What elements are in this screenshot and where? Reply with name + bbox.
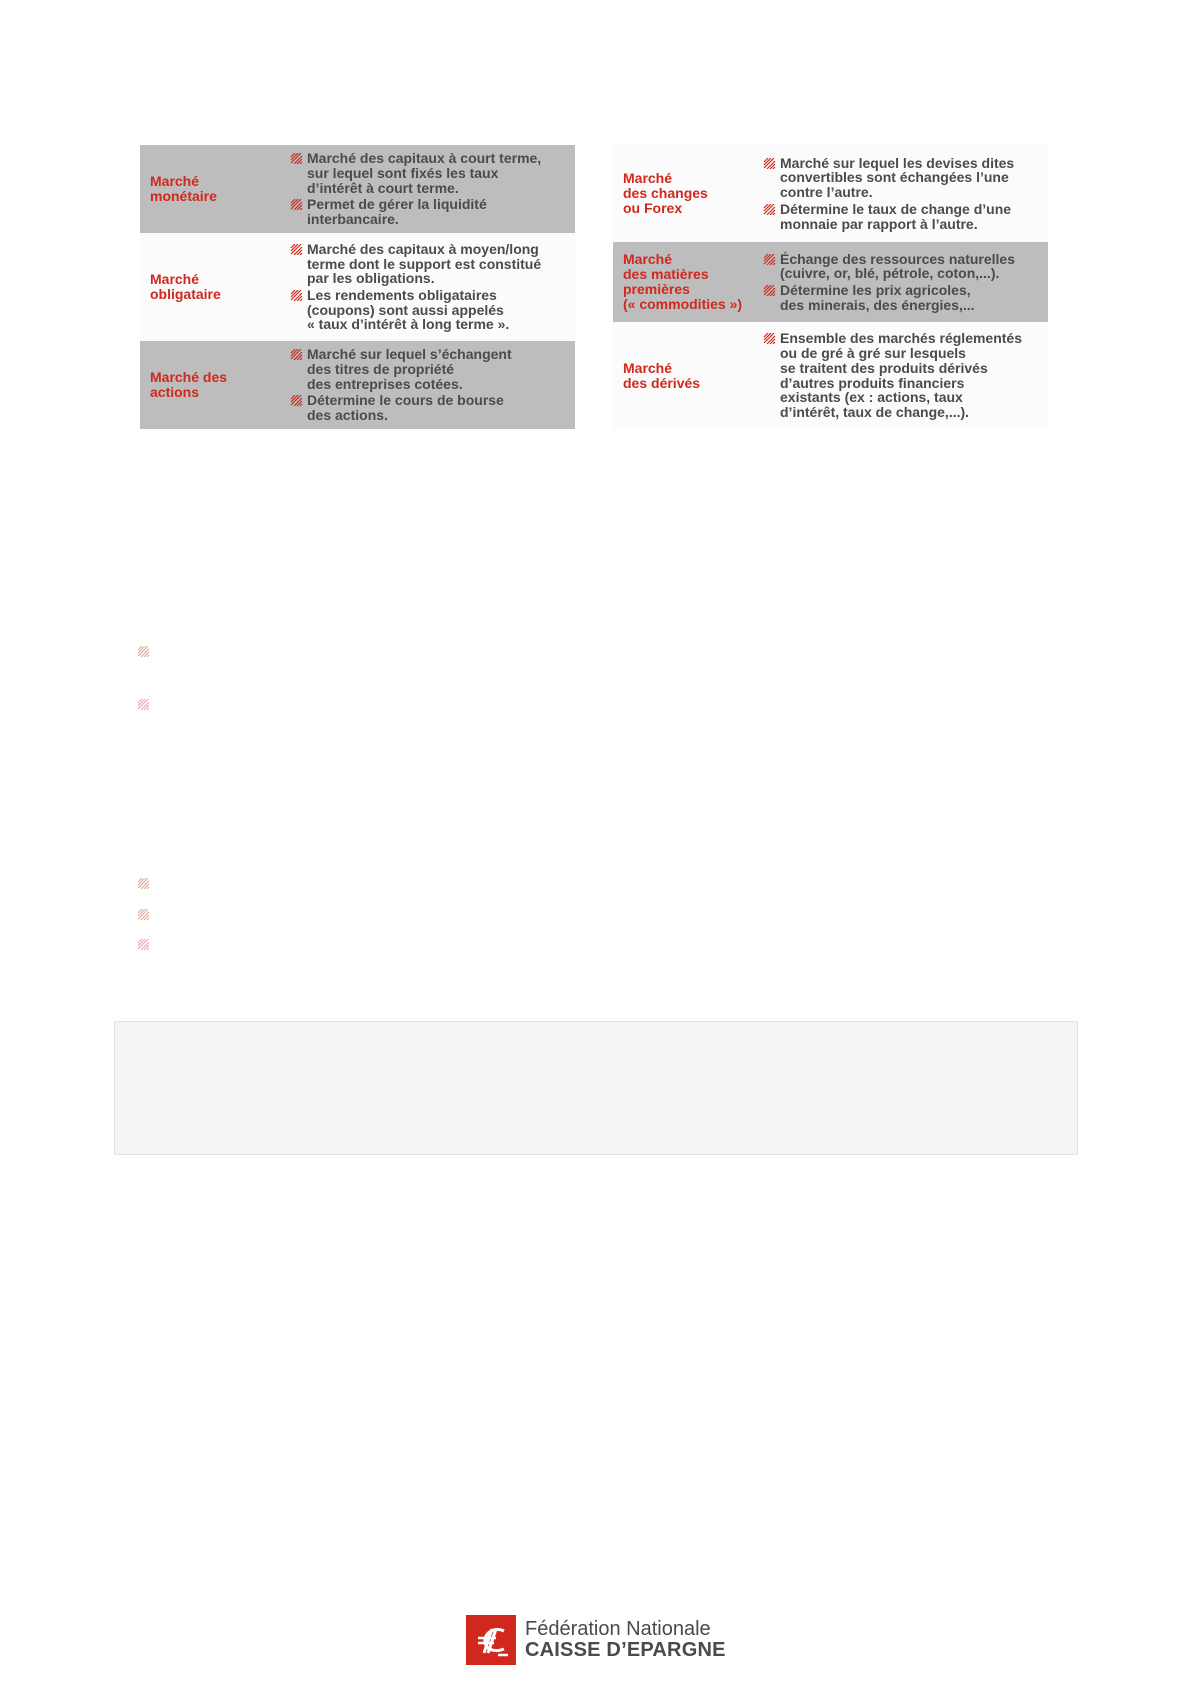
hatched-bullet-icon xyxy=(290,199,303,210)
list-item: Détermine le cours de bourse des actions. xyxy=(290,393,569,422)
hatched-bullet-icon xyxy=(763,285,776,296)
hatched-bullet-icon xyxy=(290,349,303,360)
hatched-bullet-icon xyxy=(763,158,776,169)
list-item: Permet de gérer la liquidité interbancaire. xyxy=(290,197,569,226)
hatched-bullet-icon xyxy=(138,646,149,657)
list-item: Détermine le taux de change d’une monnaie par rapport à l’autre. xyxy=(763,202,1042,231)
list-item: Les rendements obligataires (coupons) sont aussi appelés « taux d’intérêt à long terme ». xyxy=(290,288,569,332)
list-item: Échange des ressources naturelles (cuivre, or, blé, pétrole, coton,...). xyxy=(763,252,1042,281)
market-row-obligataire xyxy=(140,233,575,341)
list-item: Détermine les prix agricoles, des minerais, des énergies,... xyxy=(763,283,1042,312)
list-item: Marché des capitaux à moyen/long terme dont le support est constitué par les obligations. xyxy=(290,242,569,286)
market-row-title: Marché des actions xyxy=(150,369,228,400)
hatched-bullet-icon xyxy=(138,878,149,889)
info-box xyxy=(114,1021,1078,1155)
market-table-left xyxy=(140,145,575,429)
hatched-bullet-icon xyxy=(290,395,303,406)
market-row-matieres-premieres xyxy=(613,242,1048,322)
market-row-title: Marché des changes ou Forex xyxy=(623,170,708,216)
footer-logo-text xyxy=(525,1619,726,1661)
market-row-title: Marché obligataire xyxy=(150,271,221,302)
market-row-monetaire xyxy=(140,145,575,233)
footer-logo-line1: Fédération Nationale xyxy=(525,1618,711,1640)
hatched-bullet-icon xyxy=(138,699,149,710)
market-row-title: Marché des matières premières (« commodities ») xyxy=(623,251,743,312)
market-row-actions xyxy=(140,341,575,429)
market-row-title: Marché des dérivés xyxy=(623,359,701,391)
market-row-description xyxy=(763,252,1048,313)
hatched-bullet-icon xyxy=(138,939,149,950)
list-item: Marché sur lequel les devises dites convertibles sont échangées l’une contre l’autre. xyxy=(763,156,1042,200)
hatched-bullet-icon xyxy=(290,153,303,164)
hatched-bullet-icon xyxy=(763,204,776,215)
hatched-bullet-icon xyxy=(763,333,776,344)
list-item: Marché sur lequel s’échangent des titres de propriété des entreprises cotées. xyxy=(290,347,569,391)
footer-logo-line2: CAISSE D’EPARGNE xyxy=(525,1639,726,1661)
footer-logo xyxy=(466,1615,726,1665)
market-row-description xyxy=(763,156,1048,232)
list-item: Ensemble des marchés réglementés ou de gré à gré sur lesquels se traitent des produits dérivés d’autres produits financiers existants (ex : actions, taux d’intérêt, taux de change,...). xyxy=(763,331,1042,419)
market-row-description xyxy=(290,242,575,332)
hatched-bullet-icon xyxy=(290,244,303,255)
market-row-description xyxy=(763,331,1048,419)
hatched-bullet-icon xyxy=(763,254,776,265)
market-row-changes xyxy=(613,145,1048,242)
market-row-description xyxy=(290,151,575,227)
hatched-bullet-icon xyxy=(138,909,149,920)
list-item: Marché des capitaux à court terme, sur lequel sont fixés les taux d’intérêt à court terme. xyxy=(290,151,569,195)
market-row-title: Marché monétaire xyxy=(150,173,217,204)
market-row-description xyxy=(290,347,575,423)
market-table-right xyxy=(613,145,1048,429)
caisse-epargne-logo-icon xyxy=(466,1615,516,1665)
market-row-derives xyxy=(613,322,1048,429)
hatched-bullet-icon xyxy=(290,290,303,301)
